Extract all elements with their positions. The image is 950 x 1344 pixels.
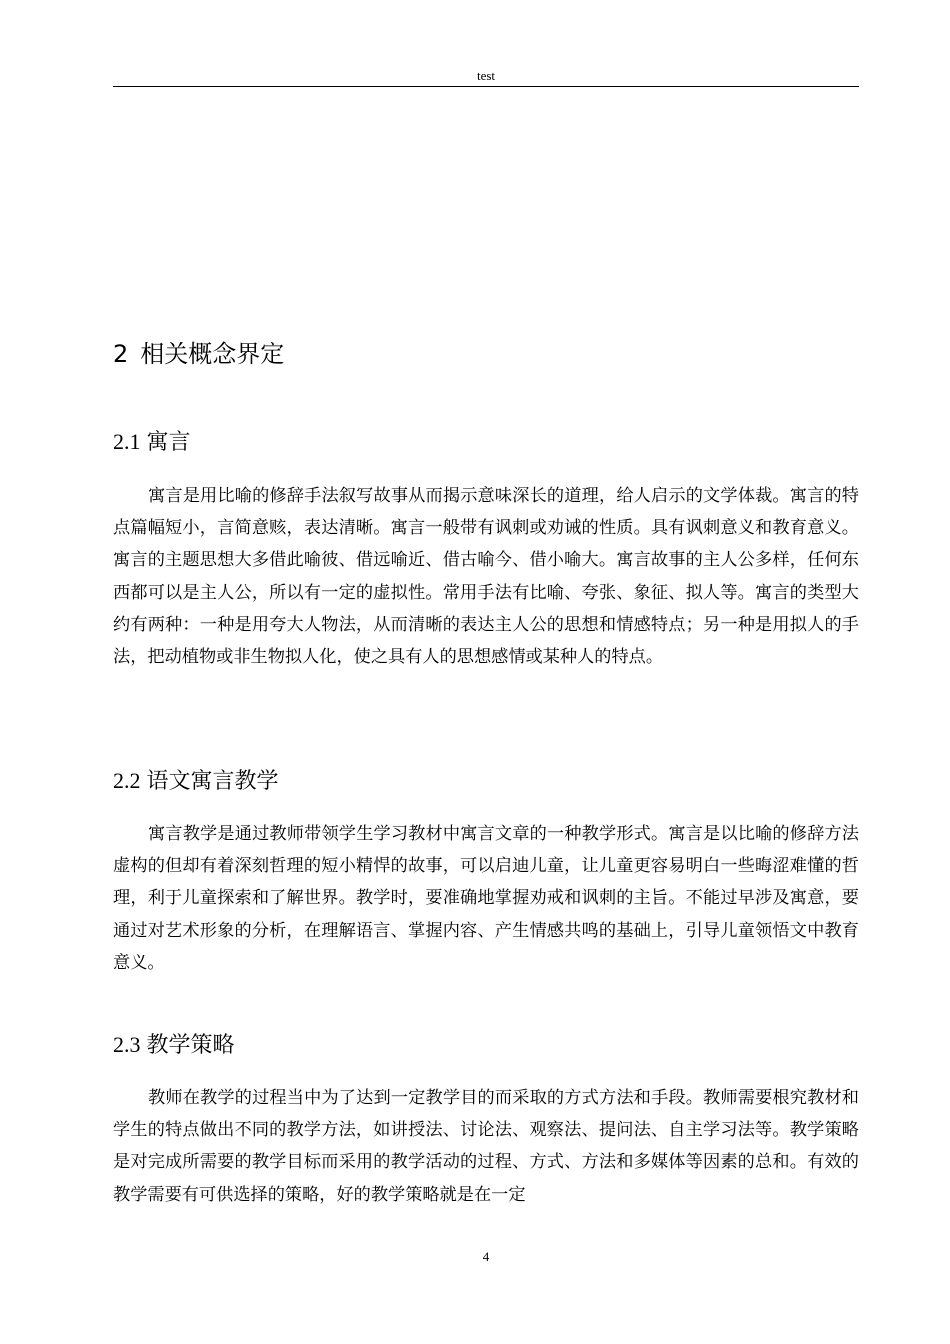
chapter-title: 相关概念界定: [140, 340, 285, 368]
chapter-heading: [113, 338, 284, 370]
section-paragraph-2-1: 寓言是用比喻的修辞手法叙写故事从而揭示意味深长的道理，给人启示的文学体裁。寓言的特点篇幅短小，言简意赅，表达清晰。寓言一般带有讽刺或劝诫的性质。具有讽刺意义和教育意义。寓言的主题思想大多借此喻彼、借远喻近、借古喻今、借小喻大。寓言故事的主人公多样，任何东西都可以是主人公，所以有一定的虚拟性。常用手法有比喻、夸张、象征、拟人等。寓言的类型大约有两种：一种是用夸大人物法，从而清晰的表达主人公的思想和情感特点；另一种是用拟人的手法，把动植物或非生物拟人化，使之具有人的思想感情或某种人的特点。: [113, 486, 859, 668]
section-heading-2-1: [113, 427, 191, 458]
header-divider: [113, 86, 859, 87]
section-paragraph-2-2: 寓言教学是通过教师带领学生学习教材中寓言文章的一种教学形式。寓言是以比喻的修辞方法虚构的但却有着深刻哲理的短小精悍的故事，可以启迪儿童，让儿童更容易明白一些晦涩难懂的哲理，利于儿童探索和了解世界。教学时，要准确地掌握劝戒和讽刺的主旨。不能过早涉及寓意，要通过对艺术形象的分析，在理解语言、掌握内容、产生情感共鸣的基础上，引导儿童领悟文中教育意义。: [113, 824, 859, 973]
page-number: 4: [482, 1249, 490, 1264]
section-heading-2-3: [113, 1030, 235, 1061]
section-heading-2-2: [113, 766, 279, 797]
page-header: test: [476, 68, 496, 83]
section-paragraph-2-3: 教师在教学的过程当中为了达到一定教学目的而采取的方式方法和手段。教师需要根究教材和学生的特点做出不同的教学方法，如讲授法、讨论法、观察法、提问法、自主学习法等。教学策略是对完成所需要的教学目标而采用的教学活动的过程、方式、方法和多媒体等因素的总和。有效的教学需要有可供选择的策略，好的教学策略就是在一定: [113, 1088, 859, 1205]
section-number: 2.1: [113, 429, 141, 454]
section-title: 寓言: [146, 430, 191, 455]
section-title: 语文寓言教学: [146, 769, 279, 794]
chapter-number: 2: [113, 340, 129, 368]
section-title: 教学策略: [146, 1033, 235, 1058]
section-number: 2.3: [113, 1032, 141, 1057]
section-number: 2.2: [113, 768, 141, 793]
